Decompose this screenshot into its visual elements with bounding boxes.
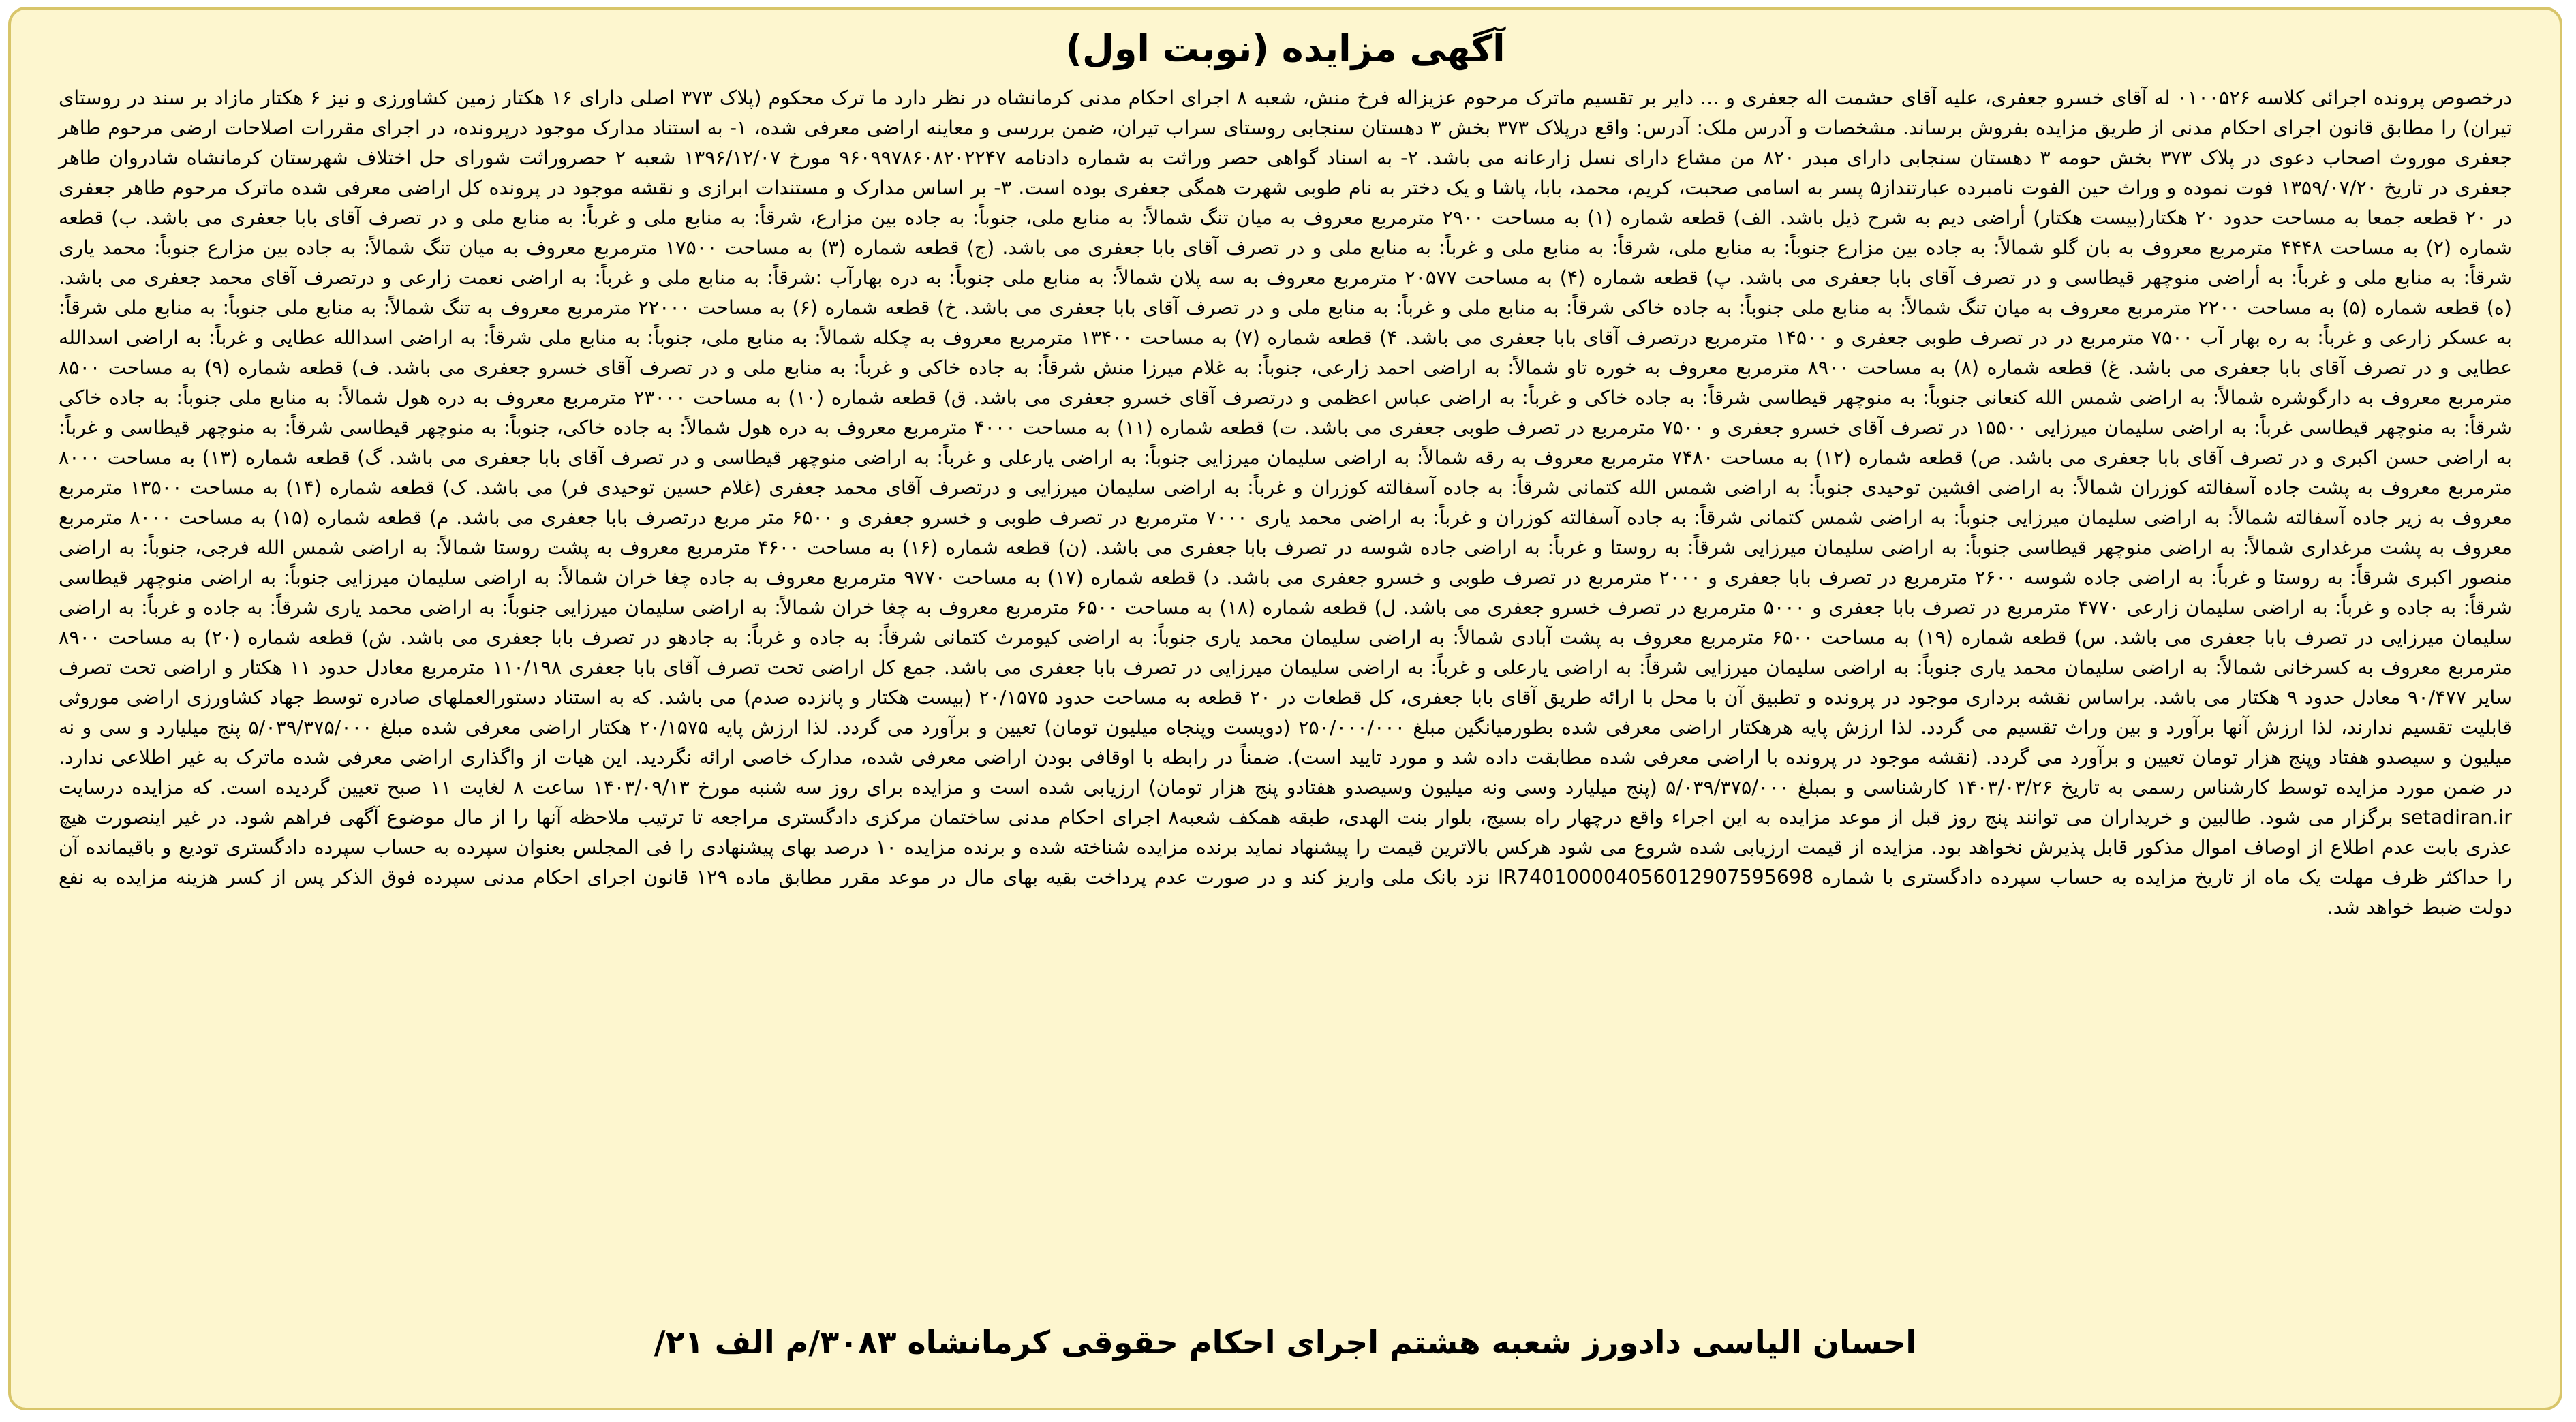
notice-title: آگهی مزایده (نوبت اول) — [1065, 27, 1505, 70]
notice-body: درخصوص پرونده اجرائی کلاسه ۰۱۰۰۵۲۶ له آقای خسرو جعفری، علیه آقای حشمت اله جعفری و ... دایر بر تقسیم ماترک مرحوم عزیزاله فرخ منش، شعبه ۸ اجرای احکام مدنی کرمانشاه در نظر دارد ما ترک محکوم (پلاک ۳۷۳ اصلی دارای ۱۶ هکتار زمین کشاورزی و نیز ۶ هکتار مازاد بر سند در روستای تیران) را مطابق قانون اجرای احکام مدنی از طریق مزایده بفروش برساند. مشخصات و آدرس ملک: آدرس: واقع درپلاک ۳۷۳ بخش ۳ دهستان سنجابی روستای سراب تیران، ضمن بررسی و معاینه اراضی معرفی شده، ۱- به استناد مدارک موجود درپرونده، در اجرای مقررات اصلاحات ارضی مرحوم طاهر جعفری موروث اصحاب دعوی در پلاک ۳۷۳ بخش حومه ۳ دهستان سنجابی دارای مبدر ۸۲۰ من مشاع دارای نسل زارعانه می باشد. ۲- به اسناد گواهی حصر وراثت به شماره دادنامه ۹۶۰۹۹۷۸۶۰۸۲۰۲۲۴۷ مورخ ۱۳۹۶/۱۲/۰۷ شعبه ۲ حصروراثت شورای حل اختلاف شهرستان کرمانشاه شادروان طاهر جعفری در تاریخ ۱۳۵۹/۰۷/۲۰ فوت نموده و وراث حین الفوت نامبرده عبارتنداز۵ پسر به اسامی صحبت، کریم، محمد، بابا، پاشا و یک دختر به نام طوبی شهرت همگی جعفری بوده است. ۳- بر اساس مدارک و مستندات ابرازی و نقشه موجود در پرونده کل اراضی معرفی شده ماترک مرحوم طاهر جعفری در ۲۰ قطعه جمعا به مساحت حدود ۲۰ هکتار(بیست هکتار) أراضی دیم به شرح ذیل باشد. الف) قطعه شماره (۱) به مساحت ۲۹۰۰ مترمربع معروف به میان تنگ شمالاً: به منابع ملی، جنوباً: به جاده بین مزارع، شرقاً: به منابع ملی و غرباً: به منابع ملی و در تصرف آقای بابا جعفری می باشد. ب) قطعه شماره (۲) به مساحت ۴۴۴۸ مترمربع معروف به بان گلو شمالاً: به جاده بین مزارع جنوباً: به منابع ملی، شرقاً: به منابع ملی و غرباً: به منابع ملی و در تصرف آقای بابا جعفری می باشد. (ج) قطعه شماره (۳) به مساحت ۱۷۵۰۰ مترمربع معروف به میان تنگ شمالاً: به جاده بین مزارع جنوباً: محمد یاری شرقاً: به منابع ملی و غرباً: به أراضی منوچهر قیطاسی و در تصرف آقای بابا جعفری می باشد. پ) قطعه شماره (۴) به مساحت ۲۰۵۷۷ مترمربع معروف به سه پلان شمالاً: به منابع ملی جنوباً: به دره بهارآب :شرقاً: به منابع ملی و غرباً: به اراضی نعمت زارعی و درتصرف آقای محمد جعفری می باشد. (ه) قطعه شماره (۵) به مساحت ۲۲۰۰ مترمربع معروف به میان تنگ شمالاً: به منابع ملی جنوباً: به جاده خاکی شرقاً: به منابع ملی و غرباً: به منابع ملی و در تصرف آقای بابا جعفری می باشد. خ) قطعه شماره (۶) به مساحت ۲۲۰۰۰ مترمربع معروف به تنگ شمالاً: به منابع ملی جنوباً: به منابع ملی شرقاً: به عسکر زارعی و غرباً: به ره بهار آب ۷۵۰۰ مترمربع در در تصرف طوبی جعفری و ۱۴۵۰۰ مترمربع درتصرف آقای بابا جعفری می باشد. ۴) قطعه شماره (۷) به مساحت ۱۳۴۰۰ مترمربع معروف به چکله شمالاً: به منابع ملی، جنوباً: به منابع ملی شرقاً: به اراضی اسدالله عطایی و غرباً: به اراضی اسدالله عطایی و در تصرف آقای بابا جعفری می باشد. غ) قطعه شماره (۸) به مساحت ۸۹۰۰ مترمربع معروف به خوره تاو شمالاً: به اراضی احمد زارعی، جنوباً: به غلام میرزا منش شرقاً: به جاده خاکی و غرباً: به منابع ملی و در تصرف آقای خسرو جعفری می باشد. ف) قطعه شماره (۹) به مساحت ۸۵۰۰ مترمربع معروف به دارگوشره شمالاً: به اراضی شمس الله کنعانی جنوباً: به منوچهر قیطاسی شرقاً: به جاده خاکی و غرباً: به اراضی عباس اعظمی و درتصرف آقای خسرو جعفری می باشد. ق) قطعه شماره (۱۰) به مساحت ۲۳۰۰۰ مترمربع معروف به دره هول شمالاً: به منابع ملی جنوباً: به جاده خاکی شرقاً: به منوچهر قیطاسی غرباً: به اراضی سلیمان میرزایی ۱۵۵۰۰ در تصرف آقای خسرو جعفری و ۷۵۰۰ مترمربع در تصرف طوبی جعفری می باشد. ت) قطعه شماره (۱۱) به مساحت ۴۰۰۰ مترمربع معروف به دره هول شمالاً: به جاده خاکی، جنوباً: به منوچهر قیطاسی شرقاً: به منوچهر قیطاسی و غرباً: به اراضی حسن اکبری و در تصرف آقای بابا جعفری می باشد. ص) قطعه شماره (۱۲) به مساحت ۷۴۸۰ مترمربع معروف به رقه شمالاً: به اراضی سلیمان میرزایی جنوباً: به اراضی یارعلی و غرباً: به اراضی منوچهر قیطاسی و در تصرف آقای بابا جعفری می باشد. گ) قطعه شماره (۱۳) به مساحت ۸۰۰۰ مترمربع معروف به پشت جاده آسفالته کوزران شمالاً: به اراضی افشین توحیدی جنوباً: به اراضی شمس الله کتمانی شرقاً: به جاده آسفالته کوزران و غرباً: به اراضی سلیمان میرزایی و درتصرف آقای محمد جعفری (غلام حسین توحیدی فر) می باشد. ک) قطعه شماره (۱۴) به مساحت ۱۳۵۰۰ مترمربع معروف به زیر جاده آسفالته شمالاً: به اراضی سلیمان میرزایی جنوباً: به اراضی شمس کتمانی شرقاً: به جاده آسفالته کوزران و غرباً: به اراضی محمد یاری ۷۰۰۰ مترمربع در تصرف طوبی و خسرو جعفری و ۶۵۰۰ متر مربع درتصرف بابا جعفری می باشد. م) قطعه شماره (۱۵) به مساحت ۸۰۰۰ مترمربع معروف به پشت مرغداری شمالاً: به اراضی منوچهر قیطاسی جنوباً: به اراضی سلیمان میرزایی شرقاً: به روستا و غرباً: به اراضی جاده شوسه در تصرف بابا جعفری می باشد. (ن) قطعه شماره (۱۶) به مساحت ۴۶۰۰ مترمربع معروف به پشت روستا شمالاً: به اراضی شمس الله فرجی، جنوباً: به اراضی منصور اکبری شرقاً: به روستا و غرباً: به اراضی جاده شوسه ۲۶۰۰ مترمربع در تصرف بابا جعفری و ۲۰۰۰ مترمربع در تصرف طوبی و خسرو جعفری می باشد. د) قطعه شماره (۱۷) به مساحت ۹۷۷۰ مترمربع معروف به جاده چغا خران شمالاً: به اراضی سلیمان میرزایی جنوباً: به اراضی منوچهر قیطاسی شرقاً: به جاده و غرباً: به اراضی سلیمان زارعی ۴۷۷۰ مترمربع در تصرف بابا جعفری و ۵۰۰۰ مترمربع در تصرف خسرو جعفری می باشد. ل) قطعه شماره (۱۸) به مساحت ۶۵۰۰ مترمربع معروف به چغا خران شمالاً: به اراضی سلیمان میرزایی جنوباً: به اراضی محمد یاری شرقاً: به جاده و غرباً: به اراضی سلیمان میرزایی در تصرف بابا جعفری می باشد. س) قطعه شماره (۱۹) به مساحت ۶۵۰۰ مترمربع معروف به پشت آبادی شمالاً: به اراضی سلیمان محمد یاری جنوباً: به اراضی کیومرث کتمانی شرقاً: به جاده و غرباً: به جادهو در تصرف بابا جعفری می باشد. ش) قطعه شماره (۲۰) به مساحت ۸۹۰۰ مترمربع معروف به کسرخانی شمالاً: به اراضی سلیمان محمد یاری جنوباً: به اراضی سلیمان میرزایی شرقاً: به اراضی یارعلی و غرباً: به اراضی سلیمان میرزایی در تصرف بابا جعفری می باشد. جمع کل اراضی تحت تصرف آقای بابا جعفری ۱۱۰/۱۹۸ مترمربع معادل حدود ۱۱ هکتار و اراضی تحت تصرف سایر ۹۰/۴۷۷ معادل حدود ۹ هکتار می باشد. براساس نقشه برداری موجود در پرونده و تطبیق آن با محل با ارائه طریق آقای بابا جعفری، کل قطعات در ۲۰ قطعه به مساحت حدود ۲۰/۱۵۷۵ (بیست هکتار و پانزده صدم) می باشد. که به استناد دستورالعملهای صادره توسط جهاد کشاورزی اراضی موروثی قابلیت تقسیم ندارند، لذا ارزش آنها برآورد و بین وراث تقسیم می گردد. لذا ارزش پایه هرهکتار اراضی معرفی شده بطورمیانگین مبلغ ۲۵۰/۰۰۰/۰۰۰ (دویست وپنجاه میلیون تومان) تعیین و برآورد می گردد. لذا ارزش پایه ۲۰/۱۵۷۵ هکتار اراضی معرفی شده مبلغ ۵/۰۳۹/۳۷۵/۰۰۰ پنج میلیارد و سی و نه میلیون و سیصدو هفتاد وپنج هزار تومان تعیین و برآورد می گردد. (نقشه موجود در پرونده با اراضی معرفی شده مطابقت داده شد و مورد تایید است). ضمناً در رابطه با اوقافی بودن اراضی معرفی شده، مدارک خاصی ارائه نگردید. این هیات از واگذاری اراضی معرفی شده ماترک به غیر اطلاعی ندارد. در ضمن مورد مزایده توسط کارشناس رسمی به تاریخ ۱۴۰۳/۰۳/۲۶ کارشناسی و بمبلغ ۵/۰۳۹/۳۷۵/۰۰۰ (پنج میلیارد وسی ونه میلیون وسیصدو هفتادو پنج هزار تومان) ارزیابی شده است و مزایده برای روز سه شنبه مورخ ۱۴۰۳/۰۹/۱۳ ساعت ۸ لغایت ۱۱ صبح تعیین گردیده است. که مزایده درسایت setadiran.ir برگزار می شود. طالبین و خریداران می توانند پنج روز قبل از موعد مزایده به این اجراء واقع درچهار راه بسیج، بلوار بنت الهدی، طبقه همکف شعبه۸ اجرای احکام مدنی ساختمان مرکزی دادگستری مراجعه تا ترتیب ملاحظه آنها را از مال موضوع آگهی فراهم شود. در غیر اینصورت هیچ عذری بابت عدم اطلاع از اوصاف اموال مذکور قابل پذیرش نخواهد بود. مزایده از قیمت ارزیابی شده شروع می شود هرکس بالاترین قیمت را پیشنهاد نماید برنده مزایده شناخته شده و برنده مزایده ۱۰ درصد بهای پیشنهادی را فی المجلس بعنوان سپرده به حساب سپرده دادگستری تودیع و باقیمانده آن را حداکثر ظرف مهلت یک ماه از تاریخ مزایده به حساب سپرده دادگستری با شماره IR740100004056012907595698 نزد بانک ملی واریز کند و در صورت عدم پرداخت بقیه بهای مال در موعد مقرر مطابق ماده ۱۲۹ قانون اجرای احکام مدنی سپرده فوق الذکر پس از کسر هزینه مزایده به نفع دولت ضبط خواهد شد. — [59, 87, 2513, 918]
notice-signature: احسان الیاسی دادورز شعبه هشتم اجرای احکام حقوقی کرمانشاه ۳۰۸۳/م الف ۲۱/ — [654, 1324, 1917, 1361]
auction-notice — [8, 7, 2562, 1410]
